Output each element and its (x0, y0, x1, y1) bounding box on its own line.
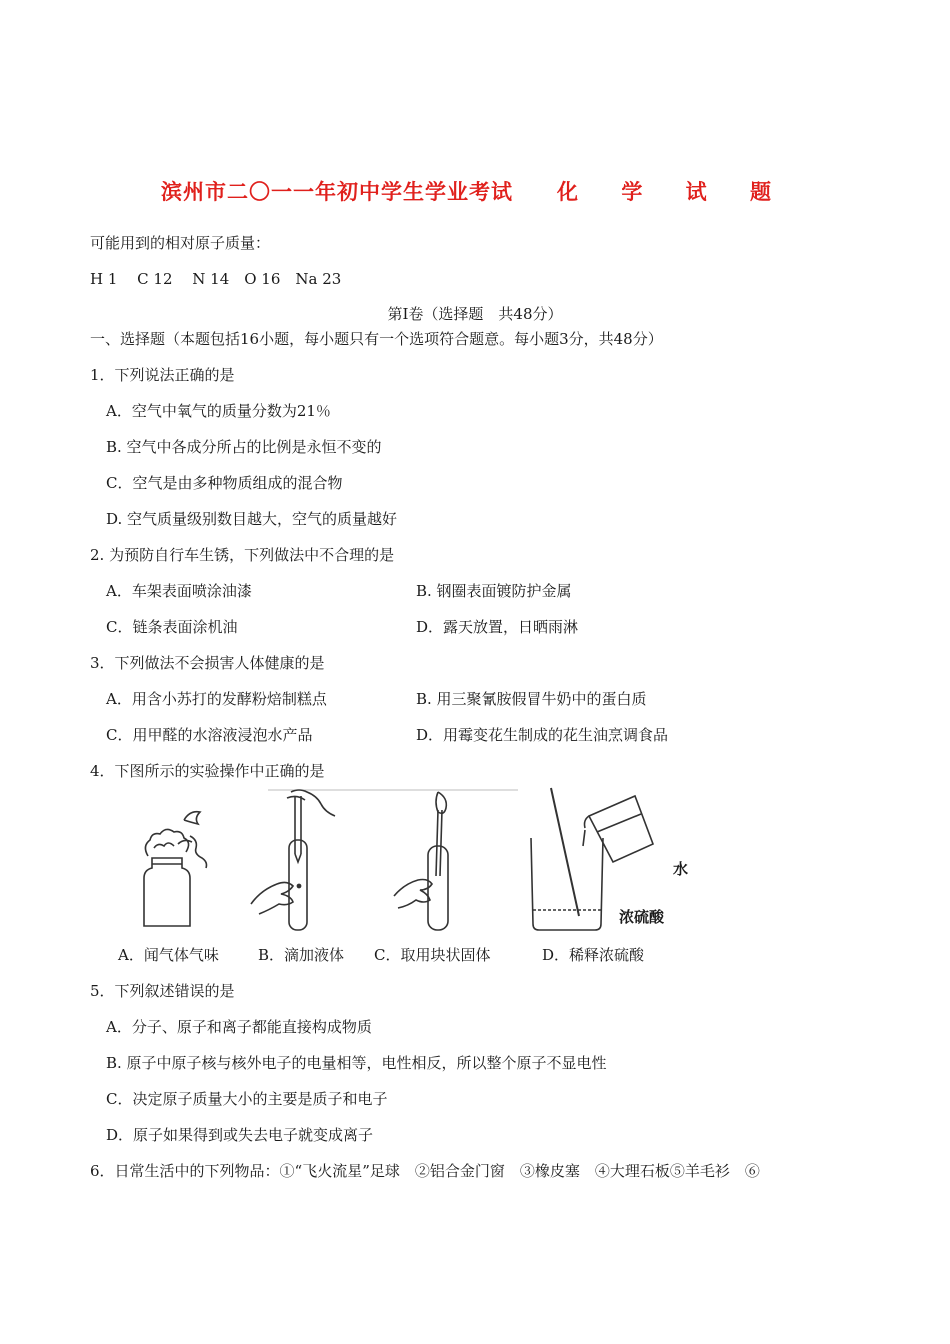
q5-option-a: A．分子、原子和离子都能直接构成物质 (106, 1018, 372, 1036)
q5-option-d: D．原子如果得到或失去电子就变成离子 (106, 1126, 374, 1144)
label-concentrated-acid: 浓硫酸 (619, 908, 665, 926)
q5-option-b: B. 原子中原子核与核外电子的电量相等，电性相反，所以整个原子不显电性 (106, 1054, 607, 1072)
exam-title-subject: 化 学 试 题 (557, 179, 789, 204)
q2-stem: 2. 为预防自行车生锈，下列做法中不合理的是 (90, 546, 395, 564)
q1-stem: 1．下列说法正确的是 (90, 366, 235, 384)
figure-smell-gas (126, 786, 226, 934)
atomic-mass-label: 可能用到的相对原子质量： (90, 234, 271, 252)
section-instruction: 一、选择题（本题包括16小题，每小题只有一个选项符合题意。每小题3分，共48分） (90, 330, 663, 348)
atomic-mass-values: H 1 C 12 N 14 O 16 Na 23 (90, 270, 342, 288)
section-title: 第Ⅰ卷（选择题 共48分） (387, 305, 563, 323)
q3-option-a: A．用含小苏打的发酵粉焙制糕点 (106, 690, 327, 708)
q1-option-a: A．空气中氧气的质量分数为21％ (106, 402, 331, 420)
q4-stem: 4．下图所示的实验操作中正确的是 (90, 762, 325, 780)
q1-option-c: C．空气是由多种物质组成的混合物 (106, 474, 343, 492)
q2-option-b: B. 钢圈表面镀防护金属 (416, 582, 572, 600)
exam-title (0, 176, 950, 206)
q3-option-d: D．用霉变花生制成的花生油烹调食品 (416, 726, 669, 744)
q1-option-b: B. 空气中各成分所占的比例是永恒不变的 (106, 438, 382, 456)
label-water: 水 (673, 860, 689, 878)
q4-option-a: A．闻气体气味 (118, 946, 219, 964)
q2-option-d: D．露天放置，日晒雨淋 (416, 618, 579, 636)
q6-stem: 6．日常生活中的下列物品：①“飞火流星”足球 ②铝合金门窗 ③橡皮塞 ④大理石板⑤羊毛衫 ⑥ (90, 1162, 760, 1180)
q2-option-c: C．链条表面涂机油 (106, 618, 238, 636)
q4-figures (118, 786, 718, 938)
q4-option-c: C．取用块状固体 (374, 946, 491, 964)
q5-stem: 5．下列叙述错误的是 (90, 982, 235, 1000)
q4-option-d: D．稀释浓硫酸 (542, 946, 645, 964)
q2-option-a: A．车架表面喷涂油漆 (106, 582, 252, 600)
figure-dilute-acid (523, 786, 718, 934)
figure-add-liquid (243, 786, 358, 934)
q3-stem: 3．下列做法不会损害人体健康的是 (90, 654, 325, 672)
q4-option-b: B．滴加液体 (258, 946, 345, 964)
q5-option-c: C．决定原子质量大小的主要是质子和电子 (106, 1090, 388, 1108)
q3-option-b: B. 用三聚氰胺假冒牛奶中的蛋白质 (416, 690, 647, 708)
exam-title-main: 滨州市二〇一一年初中学生学业考试 (161, 179, 514, 204)
q3-option-c: C．用甲醛的水溶液浸泡水产品 (106, 726, 313, 744)
figure-take-solid (388, 786, 488, 934)
q1-option-d: D. 空气质量级别数目越大，空气的质量越好 (106, 510, 398, 528)
